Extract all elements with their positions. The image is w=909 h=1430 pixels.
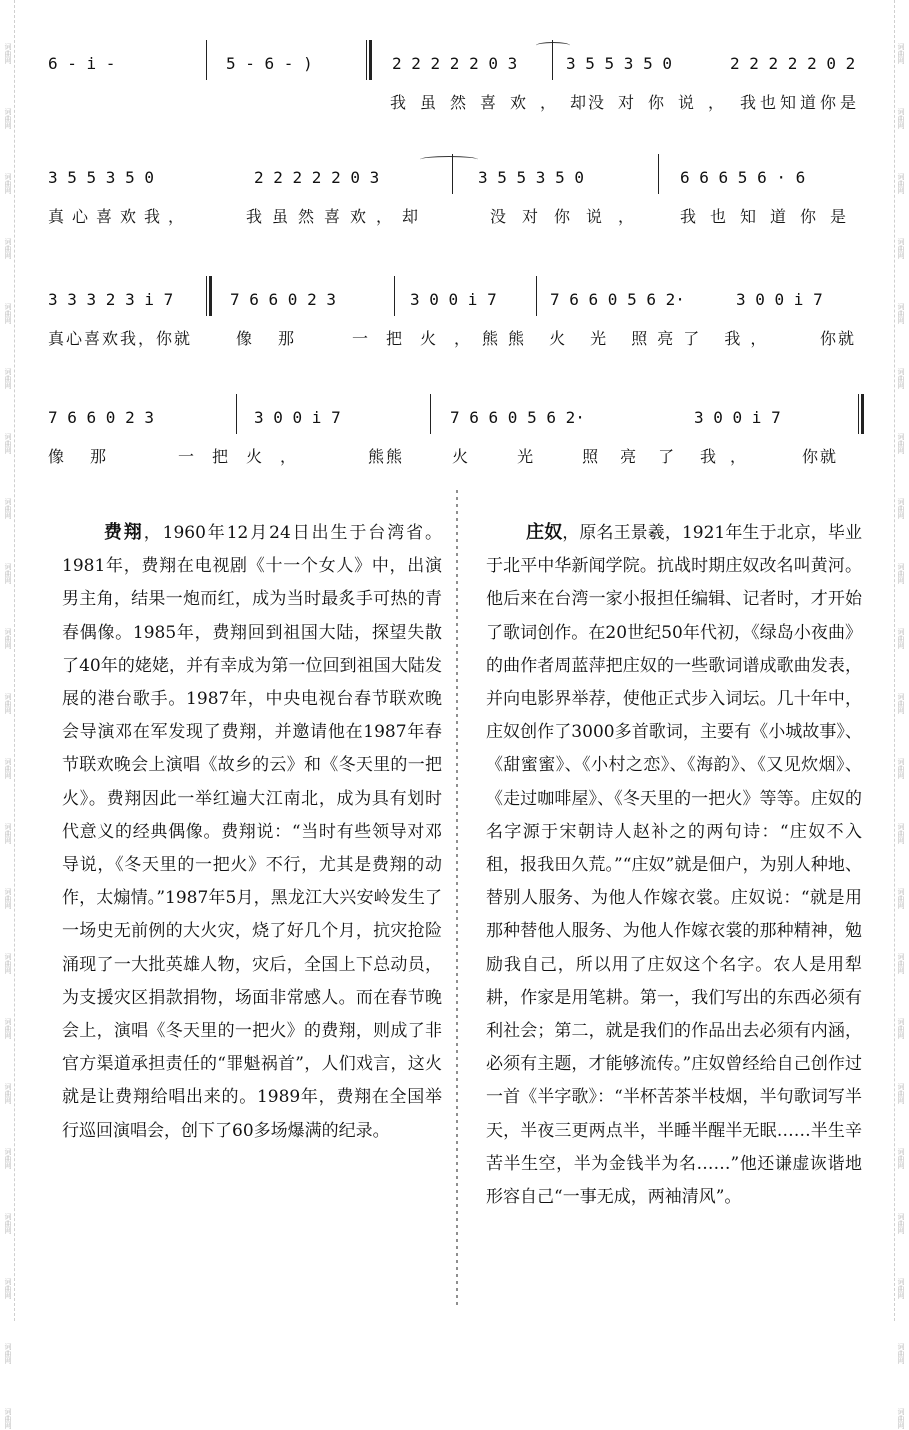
score-line-2 (40, 168, 870, 228)
watermark-char: 网 (897, 187, 905, 195)
note-group: 3 5 5 3 5 0 (478, 168, 584, 187)
watermark-char: 词 (897, 823, 905, 831)
lyric-segment: 熊熊 (368, 447, 405, 466)
watermark-char: 网 (4, 1032, 12, 1040)
watermark-char: 曲 (4, 310, 12, 318)
watermark-char: 曲 (4, 960, 12, 968)
watermark-char: 网 (4, 577, 12, 585)
watermark-char: 网 (4, 447, 12, 455)
article-body: ，原名王景羲，1921年生于北京，毕业于北平中华新闻学院。抗战时期庄奴改名叫黄河。他后来在台湾一家小报担任编辑、记者时，才开始了歌词创作。在20世纪50年代初，《绿岛小夜曲》的曲作者周蓝萍把庄奴的一些歌词谱成歌曲发表，并向电影界举荐，使他正式步入词坛。几十年中，庄奴创作了3000多首歌词，主要有《小城故事》、《甜蜜蜜》、《小村之恋》、《海韵》、《又见炊烟》、《走过咖啡屋》、《冬天里的一把火》等等。庄奴的名字源于宋朝诗人赵补之的两句诗：“庄奴不入租，报我田久荒。”“庄奴”就是佃户，为别人种地、替别人服务、为他人作嫁衣裳。庄奴说：“就是用那种替他人服务、为他人作嫁衣裳的那种精神，勉励我自己，所以用了庄奴这个名字。农人是用犁耕，作家是用笔耕。第一，我们写出的东西必须有利社会；第二，就是我们的作品出去必须有内涵，必须有主题，才能够流传。”庄奴曾经给自己创作过一首《半字歌》：“半杯苦茶半枝烟，半句歌词写半天，半夜三更两点半，半睡半醒半无眠……半生辛苦半生空，半为金钱半为名……”他还谦虚诙谐地形容自己“一事无成，两袖清风”。 (486, 523, 863, 1208)
watermark-char: 词 (897, 628, 905, 636)
watermark-char: 词 (4, 1278, 12, 1286)
watermark-char: 网 (4, 837, 12, 845)
watermark-char: 曲 (4, 1285, 12, 1293)
bar-line (430, 394, 431, 434)
watermark-char: 曲 (4, 1415, 12, 1423)
article-body: ，1960年12月24日出生于台湾省。1981年，费翔在电视剧《十一个女人》中，出演男主角，结果一炮而红，成为当时最炙手可热的青春偶像。1985年，费翔回到祖国大陆，探望失散了40年的姥姥，并有幸成为第一位回到祖国大陆发展的港台歌手。1987年，中央电视台春节联欢晚会导演邓在军发现了费翔，并邀请他在1987年春节联欢晚会上演唱《故乡的云》和《冬天里的一把火》。费翔因此一举红遍大江南北，成为具有划时代意义的经典偶像。费翔说：“当时有些领导对邓导说，《冬天里的一把火》不行，尤其是费翔的动作，太煽情。”1987年5月，黑龙江大兴安岭发生了一场史无前例的大火灾，烧了好几个月，抗灾抢险涌现了一大批英雄人物，灾后，全国上下总动员，为支援灾区捐款捐物，场面非常感人。而在春节晚会上，演唱《冬天里的一把火》的费翔，则成了非官方渠道承担责任的“罪魁祸首”，人们戏言，这火就是让费翔给唱出来的。1989年，费翔在全国举行巡回演唱会，创下了60多场爆满的纪录。 (62, 523, 443, 1141)
slur (420, 156, 478, 163)
watermark-char: 网 (4, 1227, 12, 1235)
watermark-char: 曲 (897, 960, 905, 968)
watermark-char: 词 (4, 758, 12, 766)
watermark-char: 网 (897, 577, 905, 585)
watermark-char: 网 (4, 317, 12, 325)
watermark-char: 网 (897, 772, 905, 780)
watermark-char: 网 (4, 707, 12, 715)
lyric-segment: 我也知道你是 (740, 93, 861, 112)
watermark-char: 网 (897, 57, 905, 65)
lyrics (40, 444, 870, 468)
watermark-char: 词 (897, 303, 905, 311)
bar-line (552, 40, 553, 80)
lyric-segment: 我虽然喜欢，却 (246, 207, 429, 226)
watermark-char: 曲 (897, 1415, 905, 1423)
watermark-char: 曲 (4, 375, 12, 383)
watermark-char: 曲 (897, 700, 905, 708)
lyric-segment: 真心喜欢我， (48, 207, 193, 226)
note-group: 3 5 5 3 5 0 (48, 168, 154, 187)
lyric-segment: 像那 (236, 329, 321, 348)
watermark-char: 曲 (897, 115, 905, 123)
watermark-char: 曲 (4, 1350, 12, 1358)
score-line-3 (40, 290, 870, 350)
watermark-char: 词 (897, 1018, 905, 1026)
watermark-char: 词 (4, 628, 12, 636)
note-group: 2 2 2 2 2 0 3 (392, 54, 518, 73)
note-group: 3 0 0 i 7 (410, 290, 497, 309)
watermark-char: 网 (897, 122, 905, 130)
watermark-char: 网 (897, 967, 905, 975)
watermark-char: 网 (4, 382, 12, 390)
lyrics (40, 204, 870, 228)
watermark-char: 曲 (897, 440, 905, 448)
watermark-char: 词 (4, 693, 12, 701)
watermark-char: 曲 (897, 1285, 905, 1293)
lyric-segment: 你就 (802, 447, 839, 466)
watermark-char: 曲 (4, 830, 12, 838)
watermark-char: 曲 (4, 180, 12, 188)
watermark-char: 网 (4, 1162, 12, 1170)
note-group: 5 - 6 - ) (226, 54, 313, 73)
watermark-char: 词 (4, 1018, 12, 1026)
lyric-segment: 没对你说， (588, 93, 739, 112)
watermark-char: 网 (4, 772, 12, 780)
bar-line (394, 276, 395, 316)
note-group: 6 - i - (48, 54, 116, 73)
watermark-char: 词 (4, 823, 12, 831)
watermark-char: 网 (897, 1422, 905, 1430)
watermark-char: 网 (897, 252, 905, 260)
watermark-char: 网 (897, 707, 905, 715)
watermark-char: 网 (4, 967, 12, 975)
watermark-char: 网 (897, 1357, 905, 1365)
numbered-notation (40, 54, 870, 80)
end-repeat-sign (858, 394, 864, 434)
note-group: 3 0 0 i 7 (254, 408, 341, 427)
note-group: 6 6 6 5 6 · 6 (680, 168, 806, 187)
lyric-segment: 我， (700, 447, 761, 466)
watermark-char: 词 (4, 1213, 12, 1221)
watermark-char: 曲 (897, 505, 905, 513)
article-name: 费翔 (102, 522, 144, 543)
lyrics (40, 90, 870, 114)
watermark-char: 词 (4, 1148, 12, 1156)
lyrics (40, 326, 870, 350)
lyric-segment: 一把火， (178, 447, 315, 466)
watermark-char: 曲 (4, 1025, 12, 1033)
watermark-char: 曲 (897, 310, 905, 318)
watermark-char: 词 (4, 1408, 12, 1416)
bar-line (236, 394, 237, 434)
watermark-char: 网 (4, 187, 12, 195)
note-group: 7 6 6 0 2 3 (48, 408, 154, 427)
watermark-char: 曲 (4, 440, 12, 448)
watermark-char: 词 (4, 498, 12, 506)
lyric-segment: 没对你说， (490, 207, 651, 226)
lyric-segment: 火 光 照亮了 (452, 447, 697, 466)
lyric-segment: 我也知道你是 (680, 207, 861, 226)
watermark-char: 词 (4, 238, 12, 246)
watermark-char: 词 (897, 498, 905, 506)
watermark-char: 网 (897, 1292, 905, 1300)
note-group: 7 6 6 0 2 3 (230, 290, 336, 309)
watermark-char: 词 (4, 1083, 12, 1091)
watermark-char: 网 (897, 1227, 905, 1235)
numbered-notation (40, 168, 870, 194)
watermark-char: 词 (4, 953, 12, 961)
lyric-segment: 熊熊 火 光 照亮了 我， (482, 329, 777, 348)
watermark-char: 网 (4, 57, 12, 65)
note-group: 3 0 0 i 7 (736, 290, 823, 309)
watermark-char: 词 (897, 43, 905, 51)
watermark-char: 曲 (4, 505, 12, 513)
right-watermark-strip (894, 0, 907, 1430)
watermark-char: 词 (897, 1408, 905, 1416)
watermark-char: 曲 (4, 895, 12, 903)
watermark-char: 词 (897, 433, 905, 441)
watermark-char: 词 (897, 238, 905, 246)
score-line-4 (40, 408, 870, 468)
watermark-char: 词 (897, 108, 905, 116)
watermark-char: 网 (897, 512, 905, 520)
watermark-char: 网 (4, 122, 12, 130)
watermark-char: 曲 (897, 570, 905, 578)
watermark-char: 词 (897, 888, 905, 896)
watermark-char: 曲 (897, 50, 905, 58)
watermark-char: 词 (897, 758, 905, 766)
watermark-char: 词 (897, 693, 905, 701)
watermark-char: 曲 (4, 115, 12, 123)
watermark-char: 网 (897, 1162, 905, 1170)
watermark-char: 词 (4, 303, 12, 311)
note-group: 2 2 2 2 2 0 2 (730, 54, 856, 73)
watermark-char: 曲 (4, 245, 12, 253)
lyric-segment: 像那 (48, 447, 133, 466)
lyric-segment: 我虽然喜欢，却 (390, 93, 601, 112)
watermark-char: 词 (897, 1343, 905, 1351)
watermark-char: 曲 (897, 1220, 905, 1228)
score-line-1 (40, 54, 870, 114)
watermark-char: 曲 (897, 245, 905, 253)
watermark-char: 词 (897, 1148, 905, 1156)
watermark-char: 曲 (4, 570, 12, 578)
watermark-char: 曲 (4, 1090, 12, 1098)
watermark-char: 词 (4, 108, 12, 116)
watermark-char: 词 (897, 173, 905, 181)
left-article (62, 516, 442, 1148)
watermark-char: 曲 (4, 50, 12, 58)
watermark-char: 曲 (897, 830, 905, 838)
bar-line (452, 154, 453, 194)
note-group: 2 2 2 2 2 0 3 (254, 168, 380, 187)
note-group: 7 6 6 0 5 6 2· (550, 290, 685, 309)
lyric-segment: 一把火， (352, 329, 489, 348)
column-divider (454, 490, 460, 1308)
numbered-notation (40, 290, 870, 316)
watermark-char: 词 (897, 1278, 905, 1286)
watermark-char: 曲 (897, 180, 905, 188)
right-article (486, 516, 862, 1214)
watermark-char: 曲 (897, 1090, 905, 1098)
numbered-notation (40, 408, 870, 434)
watermark-char: 词 (897, 1083, 905, 1091)
note-group: 3 3 3 2 3 i 7 (48, 290, 174, 309)
watermark-char: 词 (4, 1343, 12, 1351)
watermark-char: 曲 (4, 765, 12, 773)
watermark-char: 网 (897, 382, 905, 390)
watermark-char: 词 (897, 563, 905, 571)
watermark-char: 词 (4, 433, 12, 441)
watermark-char: 网 (897, 902, 905, 910)
watermark-char: 网 (4, 1357, 12, 1365)
watermark-char: 曲 (897, 895, 905, 903)
watermark-char: 词 (4, 368, 12, 376)
watermark-char: 网 (897, 1032, 905, 1040)
bar-line (658, 154, 659, 194)
watermark-char: 词 (4, 563, 12, 571)
watermark-char: 曲 (4, 1220, 12, 1228)
watermark-char: 曲 (4, 635, 12, 643)
watermark-char: 网 (4, 902, 12, 910)
watermark-char: 曲 (897, 635, 905, 643)
watermark-char: 网 (4, 1422, 12, 1430)
watermark-char: 曲 (897, 1025, 905, 1033)
lyric-segment: 真心喜欢我，你就 (48, 329, 193, 348)
watermark-char: 词 (897, 953, 905, 961)
watermark-char: 网 (897, 1097, 905, 1105)
watermark-char: 网 (4, 1097, 12, 1105)
watermark-char: 曲 (4, 1155, 12, 1163)
watermark-char: 词 (897, 1213, 905, 1221)
watermark-char: 曲 (897, 1155, 905, 1163)
watermark-char: 曲 (897, 375, 905, 383)
bar-line (536, 276, 537, 316)
watermark-char: 网 (4, 512, 12, 520)
left-watermark-strip (2, 0, 15, 1430)
watermark-char: 词 (4, 43, 12, 51)
watermark-char: 网 (897, 837, 905, 845)
watermark-char: 网 (897, 642, 905, 650)
watermark-char: 网 (4, 252, 12, 260)
note-group: 3 0 0 i 7 (694, 408, 781, 427)
watermark-char: 曲 (897, 1350, 905, 1358)
bar-line (206, 40, 207, 80)
note-group: 3 5 5 3 5 0 (566, 54, 672, 73)
watermark-char: 网 (4, 1292, 12, 1300)
watermark-char: 曲 (897, 765, 905, 773)
slur (536, 42, 570, 49)
repeat-sign (206, 276, 212, 316)
watermark-char: 网 (4, 642, 12, 650)
article-name: 庄奴 (526, 522, 563, 543)
note-group: 7 6 6 0 5 6 2· (450, 408, 585, 427)
lyric-segment: 你就 (820, 329, 857, 348)
repeat-sign (366, 40, 372, 80)
watermark-char: 词 (897, 368, 905, 376)
watermark-char: 词 (4, 888, 12, 896)
watermark-char: 网 (897, 447, 905, 455)
watermark-char: 曲 (4, 700, 12, 708)
watermark-char: 词 (4, 173, 12, 181)
watermark-char: 网 (897, 317, 905, 325)
